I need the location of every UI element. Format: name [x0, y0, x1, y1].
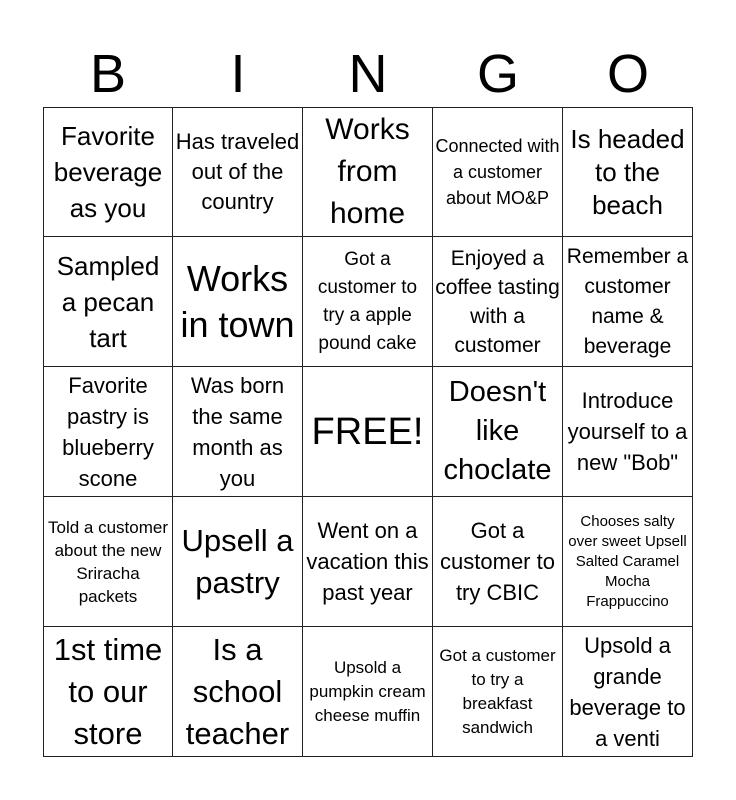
cell-text: Upsold a grande beverage to a venti: [569, 632, 686, 751]
cell-text: Works from home: [325, 113, 410, 230]
bingo-cell[interactable]: [173, 627, 303, 757]
bingo-board: [43, 107, 693, 757]
bingo-cell[interactable]: [303, 237, 433, 367]
bingo-cell[interactable]: [433, 627, 563, 757]
cell-text: Enjoyed a coffee tasting with a customer: [435, 246, 560, 357]
cell-text: Chooses salty over sweet Upsell Salted Caramel Mocha Frappuccino: [568, 512, 687, 610]
header-letter-n: N: [348, 44, 388, 104]
bingo-cell-free[interactable]: [303, 367, 433, 497]
cell-text: Introduce yourself to a new "Bob": [567, 388, 688, 475]
bingo-cell[interactable]: [173, 107, 303, 237]
bingo-cell[interactable]: [43, 237, 173, 367]
bingo-cell[interactable]: [563, 107, 693, 237]
bingo-cell[interactable]: [433, 367, 563, 497]
bingo-cell[interactable]: [43, 497, 173, 627]
cell-text: Told a customer about the new Sriracha packets: [48, 517, 168, 606]
bingo-cell[interactable]: [43, 367, 173, 497]
cell-text: 1st time to our store: [53, 631, 163, 751]
cell-text: Sampled a pecan tart: [56, 250, 160, 353]
cell-text: Favorite pastry is blueberry scone: [62, 372, 154, 491]
bingo-cell[interactable]: [173, 237, 303, 367]
cell-text: Was born the same month as you: [190, 372, 285, 491]
cell-text: Is a school teacher: [185, 631, 290, 751]
cell-text: Went on a vacation this past year: [306, 518, 429, 605]
bingo-cell[interactable]: [433, 497, 563, 627]
bingo-cell[interactable]: [43, 107, 173, 237]
cell-text: Favorite beverage as you: [53, 121, 163, 223]
cell-text: Got a customer to try a apple pound cake: [317, 248, 418, 354]
cell-text: Upsell a pastry: [181, 522, 294, 600]
bingo-cell[interactable]: [173, 497, 303, 627]
bingo-cell[interactable]: [303, 107, 433, 237]
bingo-header: [43, 42, 693, 106]
free-space-text: FREE!: [311, 410, 424, 453]
bingo-cell[interactable]: [563, 497, 693, 627]
bingo-cell[interactable]: [43, 627, 173, 757]
cell-text: Doesn't like choclate: [443, 376, 552, 486]
cell-text: Upsold a pumpkin cream cheese muffin: [309, 657, 426, 725]
bingo-cell[interactable]: [433, 237, 563, 367]
header-letter-o: O: [606, 44, 649, 104]
cell-text: Remember a customer name & beverage: [566, 244, 689, 358]
header-letter-g: G: [476, 44, 519, 104]
bingo-cell[interactable]: [173, 367, 303, 497]
bingo-cell[interactable]: [563, 367, 693, 497]
cell-text: Got a customer to try CBIC: [440, 518, 555, 605]
bingo-cell[interactable]: [563, 627, 693, 757]
cell-text: Connected with a customer about MO&P: [435, 136, 560, 208]
cell-text: Is headed to the beach: [570, 123, 685, 220]
header-letter-b: B: [89, 44, 127, 104]
cell-text: Got a customer to try a breakfast sandwich: [439, 645, 556, 737]
bingo-cell[interactable]: [433, 107, 563, 237]
bingo-cell[interactable]: [563, 237, 693, 367]
cell-text: Works in town: [180, 257, 295, 345]
bingo-cell[interactable]: [303, 627, 433, 757]
header-letter-i: I: [230, 44, 246, 104]
bingo-cell[interactable]: [303, 497, 433, 627]
cell-text: Has traveled out of the country: [175, 129, 300, 214]
